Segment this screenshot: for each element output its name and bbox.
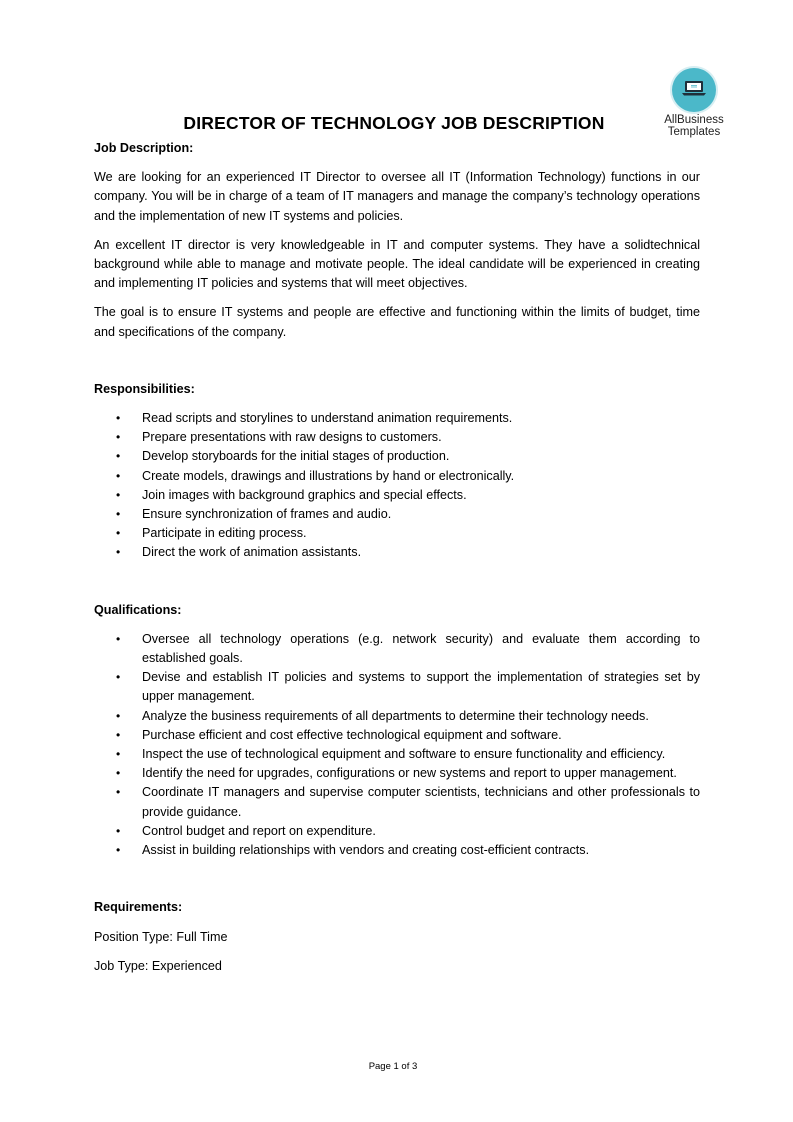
list-item — [94, 409, 700, 428]
list-item — [94, 428, 700, 447]
list-item-text: Identify the need for upgrades, configurations or new systems and report to upper management. — [142, 766, 677, 781]
list-item-text: Inspect the use of technological equipment and software to ensure functionality and efficiency. — [142, 747, 666, 762]
list-item — [94, 764, 700, 783]
list-item-text: Assist in building relationships with vendors and creating cost-efficient contracts. — [142, 843, 590, 858]
list-item — [94, 668, 700, 706]
list-item — [94, 745, 700, 764]
bullet-icon: • — [116, 449, 121, 464]
list-item-text: Purchase efficient and cost effective technological equipment and software. — [142, 727, 562, 742]
bullet-icon: • — [116, 727, 121, 742]
list-item — [94, 505, 700, 524]
bullet-icon: • — [116, 631, 121, 646]
list-item-text: Analyze the business requirements of all departments to determine their technology needs. — [142, 708, 649, 723]
bullet-icon: • — [116, 843, 121, 858]
bullet-icon: • — [116, 545, 121, 560]
document-body — [94, 139, 700, 976]
list-item — [94, 707, 700, 726]
job-description-paragraph: An excellent IT director is very knowledgeable in IT and computer systems. They have a solidtechnical background while able to manage and motivate people. The ideal candidate will be experienced in creating and implementing IT policies and systems that will meet objectives. — [94, 237, 700, 291]
list-item — [94, 822, 700, 841]
list-item — [94, 726, 700, 745]
list-item-text: Prepare presentations with raw designs to customers. — [142, 430, 442, 445]
job-description-paragraph: The goal is to ensure IT systems and people are effective and functioning within the limits of budget, time and specifications of the company. — [94, 305, 700, 339]
laptop-icon — [682, 80, 706, 96]
list-item — [94, 841, 700, 860]
logo-line-1: AllBusiness — [664, 114, 724, 126]
list-item — [94, 543, 700, 562]
qualifications-heading: Qualifications: — [94, 602, 182, 617]
list-item — [94, 447, 700, 466]
list-item-text: Ensure synchronization of frames and audio. — [142, 507, 392, 522]
bullet-icon: • — [116, 468, 121, 483]
requirements-heading: Requirements: — [94, 900, 183, 915]
responsibilities-list — [94, 409, 700, 563]
list-item-text: Participate in editing process. — [142, 526, 307, 541]
list-item-text: Oversee all technology operations (e.g. network security) and evaluate them according to established goals. — [142, 631, 700, 666]
list-item-text: Control budget and report on expenditure. — [142, 823, 376, 838]
list-item — [94, 467, 700, 486]
page-title: DIRECTOR OF TECHNOLOGY JOB DESCRIPTION — [183, 113, 605, 133]
bullet-icon: • — [116, 487, 121, 502]
bullet-icon: • — [116, 507, 121, 522]
bullet-icon: • — [116, 670, 121, 685]
list-item-text: Direct the work of animation assistants. — [142, 545, 362, 560]
bullet-icon: • — [116, 766, 121, 781]
position-type-text: Position Type: Full Time — [94, 929, 228, 944]
list-item — [94, 524, 700, 543]
qualifications-list — [94, 630, 700, 860]
list-item-text: Coordinate IT managers and supervise computer scientists, technicians and other professionals to provide guidance. — [142, 785, 700, 819]
list-item-text: Read scripts and storylines to understand animation requirements. — [142, 411, 513, 426]
list-item — [94, 783, 700, 821]
list-item-text: Devise and establish IT policies and systems to support the implementation of strategies set by upper management. — [142, 670, 700, 704]
list-item-text: Create models, drawings and illustrations by hand or electronically. — [142, 468, 515, 483]
list-item — [94, 486, 700, 505]
bullet-icon: • — [116, 411, 121, 426]
bullet-icon: • — [116, 430, 121, 445]
logo-line-2: Templates — [667, 126, 721, 138]
bullet-icon: • — [116, 823, 121, 838]
bullet-icon: • — [116, 785, 121, 800]
list-item-text: Join images with background graphics and special effects. — [142, 487, 467, 502]
job-type-text: Job Type: Experienced — [94, 958, 222, 973]
bullet-icon: • — [116, 526, 121, 541]
bullet-icon: • — [116, 708, 121, 723]
responsibilities-heading: Responsibilities: — [94, 381, 195, 396]
logo-circle — [672, 68, 716, 112]
bullet-icon: • — [116, 747, 121, 762]
job-description-heading: Job Description: — [94, 141, 194, 155]
job-description-paragraph: We are looking for an experienced IT Director to oversee all IT (Information Technology) functions in our company. You will be in charge of a team of IT managers and manage the company’s technology operations and the implementation of new IT systems and policies. — [94, 170, 700, 223]
list-item — [94, 630, 700, 668]
list-item-text: Develop storyboards for the initial stages of production. — [142, 449, 450, 464]
page-number: Page 1 of 3 — [368, 1061, 418, 1072]
